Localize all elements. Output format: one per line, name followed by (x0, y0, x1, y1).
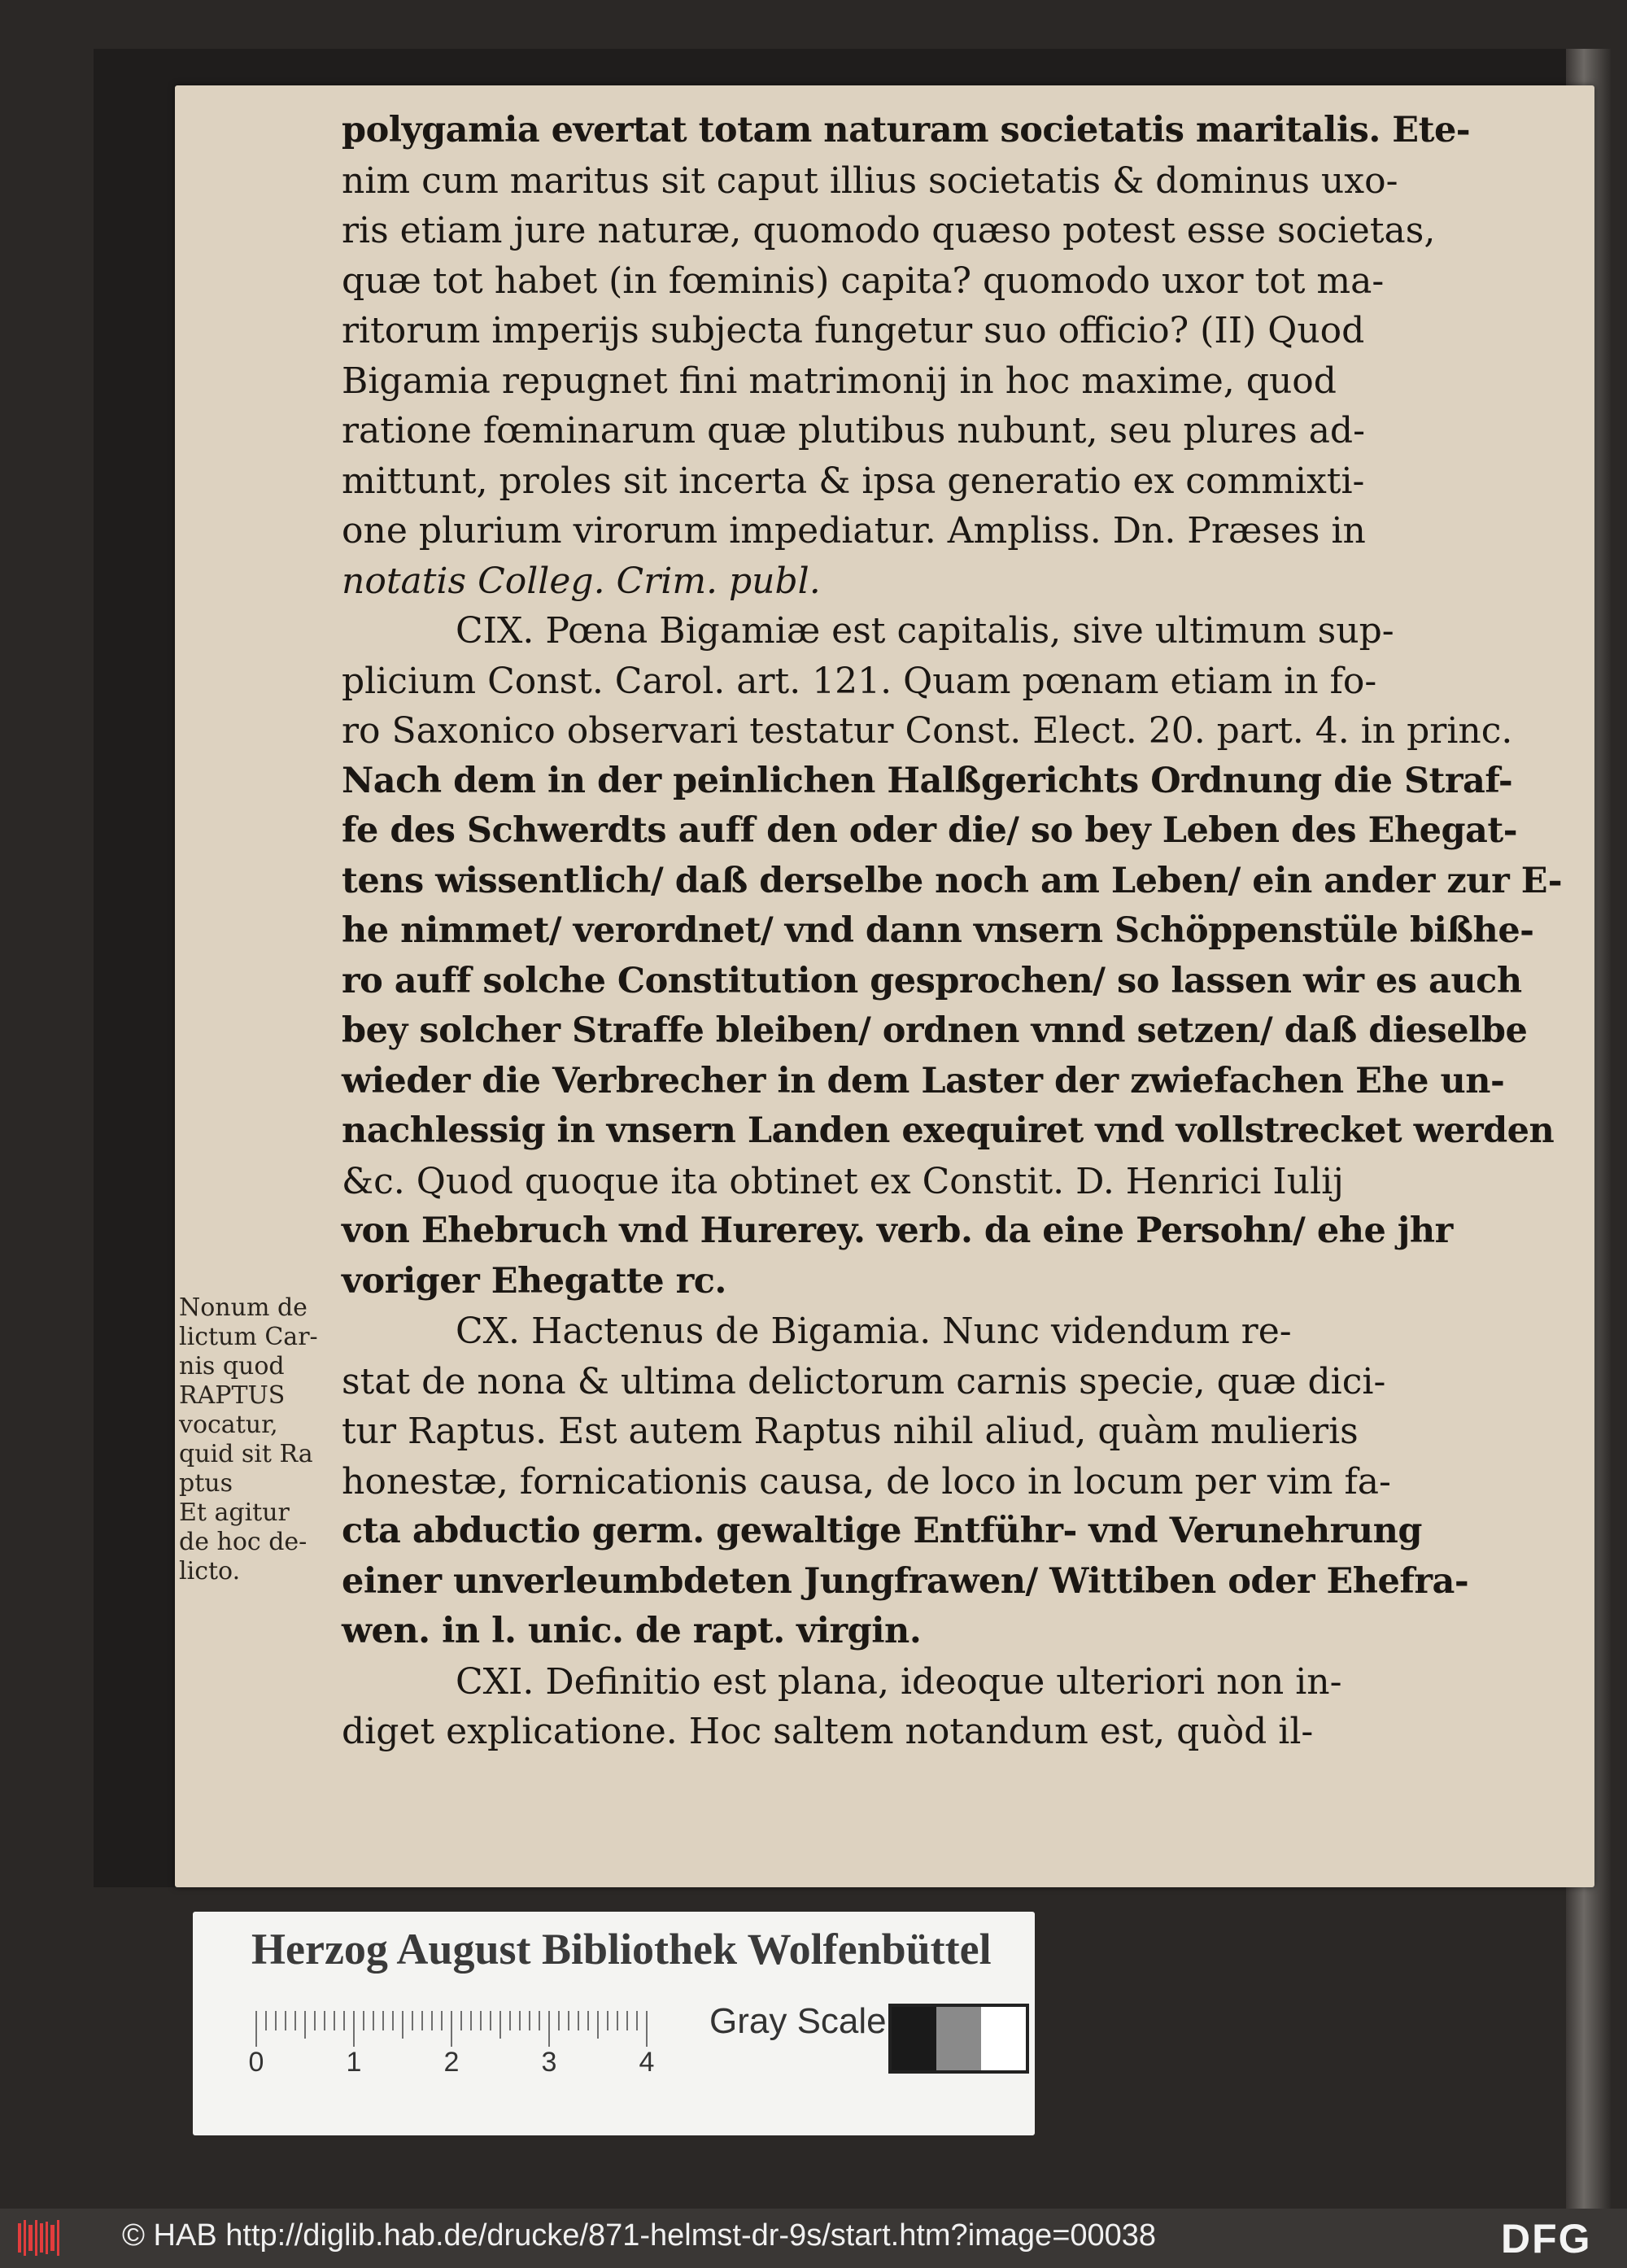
text-line: wen. in l. unic. de rapt. virgin. (342, 1611, 922, 1651)
text-line: mittunt, proles sit incerta & ipsa generatio ex commixti- (342, 460, 1365, 502)
ruler-number: 3 (541, 2047, 557, 2078)
color-calibration-card (193, 1912, 1035, 2135)
text-line: ritorum imperijs subjecta fungetur suo officio? (II) Quod (342, 310, 1365, 351)
text-line: CX. Hactenus de Bigamia. Nunc videndum re- (456, 1311, 1292, 1352)
margin-note-line: vocatur, (179, 1411, 278, 1439)
text-line: Bigamia repugnet fini matrimonij in hoc maxime, quod (342, 360, 1337, 402)
ruler-number: 2 (443, 2047, 460, 2078)
margin-note-line: ptus (179, 1469, 233, 1498)
margin-note-line: nis quod (179, 1352, 285, 1380)
library-name: Herzog August Bibliothek Wolfenbüttel (251, 1925, 992, 1974)
text-line: cta abductio germ. gewaltige Entführ- vnd Verunehrung (342, 1511, 1422, 1551)
text-line: tur Raptus. Est autem Raptus nihil aliud, quàm mulieris (342, 1411, 1359, 1452)
ruler-number: 4 (639, 2047, 655, 2078)
book-page (175, 85, 1594, 1887)
margin-note-line: licto. (179, 1557, 241, 1585)
text-line: one plurium virorum impediatur. Ampliss. Dn. Præses in (342, 510, 1366, 552)
text-line: polygamia evertat totam naturam societatis maritalis. Ete- (342, 110, 1471, 150)
text-line: ro Saxonico observari testatur Const. Elect. 20. part. 4. in princ. (342, 710, 1513, 752)
text-line: nim cum maritus sit caput illius societatis & dominus uxo- (342, 159, 1398, 202)
text-line: wieder die Verbrecher in dem Laster der zwiefachen Ehe un- (342, 1060, 1505, 1101)
margin-note-line: RAPTUS (179, 1381, 286, 1410)
text-line: diget explicatione. Hoc saltem notandum est, quòd il- (342, 1711, 1314, 1752)
text-line: CXI. Definitio est plana, ideoque ulteriori non in- (456, 1660, 1342, 1703)
dfg-logo: DFG (1501, 2216, 1592, 2261)
footer-bar (0, 2209, 1627, 2268)
margin-note-line: Nonum de (179, 1293, 308, 1322)
margin-note-line: lictum Car- (179, 1323, 318, 1351)
text-line: Nach dem in der peinlichen Halßgerichts Ordnung die Straf- (342, 760, 1513, 801)
text-line: bey solcher Straffe bleiben/ ordnen vnnd setzen/ daß dieselbe (342, 1010, 1528, 1051)
text-line: honestæ, fornicationis causa, de loco in locum per vim fa- (342, 1460, 1391, 1503)
text-line: plicium Const. Carol. art. 121. Quam pœnam etiam in fo- (342, 660, 1377, 702)
margin-note-line: Et agitur (179, 1498, 290, 1527)
barcode-icon (16, 2218, 65, 2257)
text-line: von Ehebruch vnd Hurerey. verb. da eine Persohn/ ehe jhr (342, 1210, 1453, 1251)
text-line: tens wissentlich/ daß derselbe noch am Leben/ ein ander zur E- (342, 860, 1563, 901)
ruler-number: 1 (346, 2047, 362, 2078)
margin-note (179, 1293, 334, 1586)
gray-swatch (936, 2007, 981, 2070)
text-line: ro auff solche Constitution gesprochen/ so lassen wir es auch (342, 960, 1522, 1001)
text-line: quæ tot habet (in fœminis) capita? quomodo uxor tot ma- (342, 260, 1385, 302)
text-line: stat de nona & ultima delictorum carnis specie, quæ dici- (342, 1360, 1386, 1402)
text-line: notatis Colleg. Crim. publ. (342, 560, 821, 602)
gray-scale-label: Gray Scale (709, 2001, 887, 2041)
text-line: einer unverleumbdeten Jungfrawen/ Wittiben oder Ehefra- (342, 1560, 1469, 1602)
ruler-number: 0 (248, 2047, 264, 2078)
page-text (342, 106, 1611, 1757)
margin-note-line: quid sit Ra (179, 1440, 313, 1468)
text-line: nachlessig in vnsern Landen exequiret vnd vollstrecket werden (342, 1110, 1555, 1151)
text-line: ris etiam jure naturæ, quomodo quæso potest esse societas, (342, 210, 1436, 251)
source-url[interactable]: © HAB http://diglib.hab.de/drucke/871-helmst-dr-9s/start.htm?image=00038 (122, 2218, 1157, 2253)
text-line: ratione fœminarum quæ plutibus nubunt, seu plures ad- (342, 410, 1365, 451)
gray-swatch (892, 2007, 936, 2070)
ruler (248, 2009, 658, 2078)
text-line: CIX. Pœna Bigamiæ est capitalis, sive ultimum sup- (456, 610, 1394, 652)
gray-swatch (981, 2007, 1026, 2070)
text-line: fe des Schwerdts auff den oder die/ so bey Leben des Ehegat- (342, 810, 1518, 851)
text-line: voriger Ehegatte rc. (342, 1260, 726, 1302)
margin-note-line: de hoc de- (179, 1528, 308, 1556)
gray-scale-swatch (888, 2004, 1029, 2074)
text-line: he nimmet/ verordnet/ vnd dann vnsern Schöppenstüle bißhe- (342, 910, 1534, 951)
text-line: &c. Quod quoque ita obtinet ex Constit. D. Henrici Iulij (342, 1160, 1344, 1202)
